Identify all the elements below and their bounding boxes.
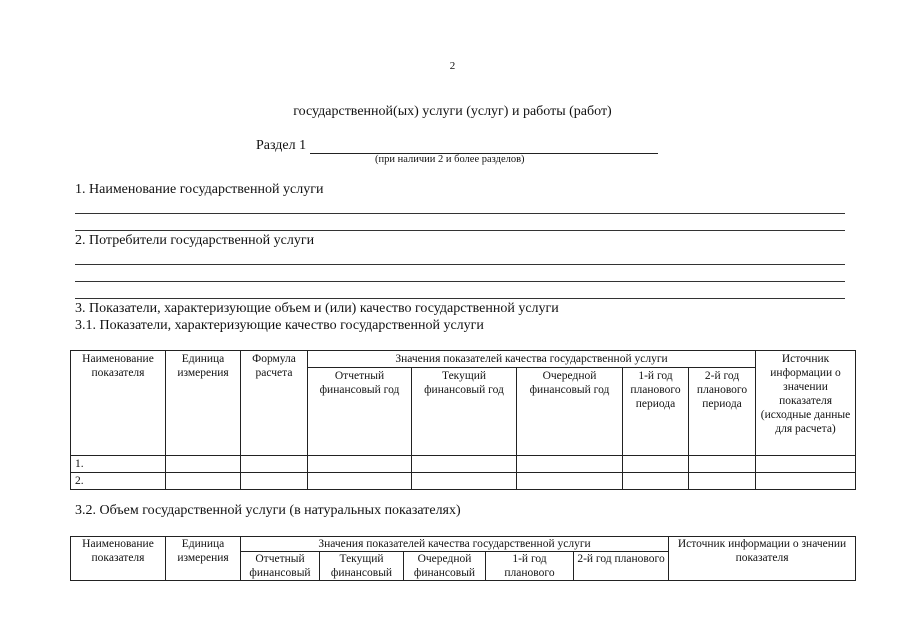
col-header-current-year: Текущий финансовый <box>320 552 404 581</box>
heading-consumers: 2. Потребители государственной услуги <box>75 233 315 248</box>
table-row <box>71 456 856 473</box>
table-cell <box>689 473 756 490</box>
col-header-unit: Единица измерения <box>166 537 241 581</box>
section-label: Раздел 1 <box>256 138 307 153</box>
table-cell <box>241 456 308 473</box>
col-header-source: Источник информации о значении показателя (исходные данные для расчета) <box>756 351 856 456</box>
col-header-report-year: Отчетный финансовый год <box>308 368 412 456</box>
page-number: 2 <box>449 60 456 72</box>
col-header-next-year: Очередной финансовый <box>404 552 486 581</box>
table-cell <box>689 456 756 473</box>
col-header-plan-year-1: 1-й год планового <box>486 552 574 581</box>
col-header-plan-year-2: 2-й год планового периода <box>689 368 756 456</box>
fill-line <box>75 264 845 265</box>
document-title: государственной(ых) услуги (услуг) и работы (работ) <box>293 104 612 119</box>
heading-service-name: 1. Наименование государственной услуги <box>75 182 324 197</box>
volume-indicators-table <box>70 536 856 581</box>
table-cell <box>756 473 856 490</box>
col-header-unit: Единица измерения <box>166 351 241 456</box>
table-cell <box>412 473 517 490</box>
table-cell <box>623 473 689 490</box>
heading-indicators: 3. Показатели, характеризующие объем и (или) качество государственной услуги <box>75 301 559 316</box>
group-header-quality-values: Значения показателей качества государственной услуги <box>308 351 756 368</box>
table-cell <box>166 473 241 490</box>
section-row <box>256 138 658 154</box>
fill-line <box>75 230 845 231</box>
col-header-current-year: Текущий финансовый год <box>412 368 517 456</box>
col-header-plan-year-1: 1-й год планового периода <box>623 368 689 456</box>
heading-volume: 3.2. Объем государственной услуги (в натуральных показателях) <box>75 503 461 518</box>
col-header-formula: Формула расчета <box>241 351 308 456</box>
table-cell <box>517 473 623 490</box>
quality-indicators-table <box>70 350 856 490</box>
table-cell <box>756 456 856 473</box>
table-cell <box>308 473 412 490</box>
group-header-quality-values: Значения показателей качества государственной услуги <box>241 537 669 552</box>
row-number: 1. <box>71 456 166 473</box>
table-cell <box>412 456 517 473</box>
col-header-plan-year-2: 2-й год планового <box>574 552 669 581</box>
table-cell <box>517 456 623 473</box>
table-row <box>71 473 856 490</box>
col-header-report-year: Отчетный финансовый <box>241 552 320 581</box>
table-cell <box>623 456 689 473</box>
fill-line <box>75 281 845 282</box>
fill-line <box>75 298 845 299</box>
row-number: 2. <box>71 473 166 490</box>
col-header-indicator-name: Наименование показателя <box>71 351 166 456</box>
section-note: (при наличии 2 и более разделов) <box>375 154 525 165</box>
table-cell <box>166 456 241 473</box>
col-header-source: Источник информации о значении показателя <box>669 537 856 581</box>
col-header-indicator-name: Наименование показателя <box>71 537 166 581</box>
fill-line <box>75 213 845 214</box>
table-cell <box>241 473 308 490</box>
col-header-next-year: Очередной финансовый год <box>517 368 623 456</box>
table-cell <box>308 456 412 473</box>
heading-quality-indicators: 3.1. Показатели, характеризующие качество государственной услуги <box>75 318 484 333</box>
section-fill-line <box>310 139 658 154</box>
